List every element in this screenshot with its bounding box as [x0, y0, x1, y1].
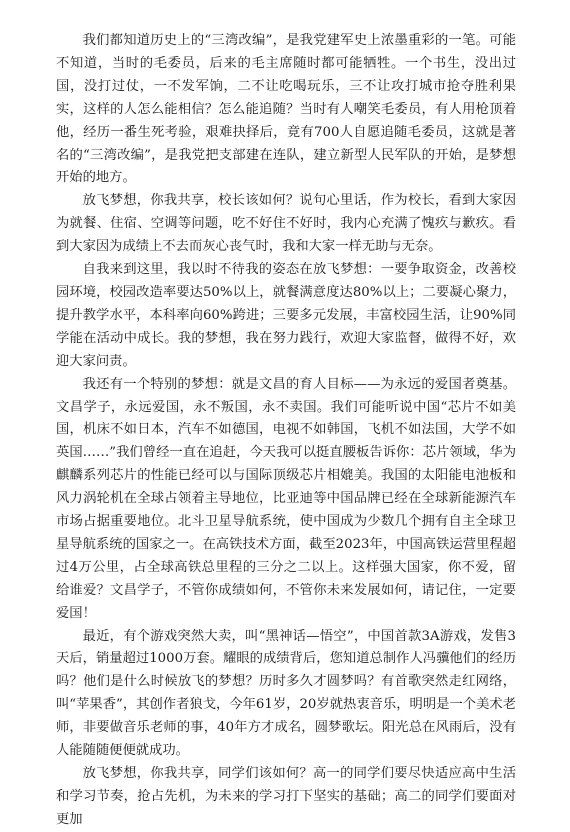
paragraph-patriotism: 我还有一个特别的梦想：就是文昌的育人目标——为永远的爱国者奠基。文昌学子，永远爱国，永不叛国，永不卖国。我们可能听说中国“芯片不如美国，机床不如日本，汽车不如德国，电视不如韩国，飞机不如法国，大学不如英国……”我们曾经一直在追赶，今天我可以挺直腰板告诉你：芯片领域，华为麒麟系列芯片的性能已经可以与国际顶级芯片相媲美。我国的太阳能电池板和风力涡轮机在全球占领着主导地位，比亚迪等中国品牌已经在全球新能源汽车市场占据重要地位。北斗卫星导航系统，使中国成为少数几个拥有自主全球卫星导航系统的国家之一。在高铁技术方面，截至2023年，中国高铁运营里程超过4万公里，占全球高铁总里程的三分之二以上。这样强大国家，你不爱，留给谁爱？文昌学子，不管你成绩如何，不管你未来发展如何，请记住，一定要爱国！ [56, 376, 516, 621]
paragraph-principal-reflection: 放飞梦想，你我共享，校长该如何？说句心里话，作为校长，看到大家因为就餐、住宿、空调等问题，吃不好住不好时，我内心充满了愧疚与歉疚。看到大家因为成绩上不去而灰心丧气时，我和大家一样无助与无奈。 [56, 193, 516, 255]
paragraph-principal-goals: 自我来到这里，我以时不待我的姿态在放飞梦想：一要争取资金，改善校园环境，校园改造率要达50%以上，就餐满意度达80%以上；二要凝心聚力，提升教学水平，本科率向60%跨进；三要多元发展，丰富校园生活，让90%同学能在活动中成长。我的梦想，我在努力践行，欢迎大家监督，做得不好，欢迎大家问责。 [56, 262, 516, 369]
paragraph-students-advice: 放飞梦想，你我共享，同学们该如何？高一的同学们要尽快适应高中生活和学习节奏，抢占先机，为未来的学习打下坚实的基础；高二的同学们要面对更加 [56, 766, 516, 827]
paragraph-sanwan-reorganization: 我们都知道历史上的“三湾改编”，是我党建军史上浓墨重彩的一笔。可能不知道，当时的毛委员，后来的毛主席随时都可能牺牲。一个书生，没出过国，没打过仗，一不发军饷，二不让吃喝玩乐，三不让攻打城市抢夺胜利果实，这样的人怎么能相信？怎么能追随？当时有人嘲笑毛委员，有人用枪顶着他，经历一番生死考验，艰难抉择后，竟有700人自愿追随毛委员，这就是著名的“三湾改编”，是我党把支部建在连队，建立新型人民军队的开始，是梦想开始的地方。 [56, 33, 516, 186]
paragraph-success-stories: 最近，有个游戏突然大卖，叫“黑神话—悟空”，中国首款3A游戏，发售3天后，销量超过1000万套。耀眼的成绩背后，您知道总制作人冯骥他们的经历吗？他们是什么时候放飞的梦想？历时多久才圆梦吗？有首歌突然走红网络，叫“苹果香”，其创作者狼戈，今年61岁，20岁就热衷音乐，明明是一个美术老师，非要做音乐老师的事，40年方才成名，圆梦歌坛。阳光总在风雨后，没有人能随随便便就成功。 [56, 628, 516, 759]
